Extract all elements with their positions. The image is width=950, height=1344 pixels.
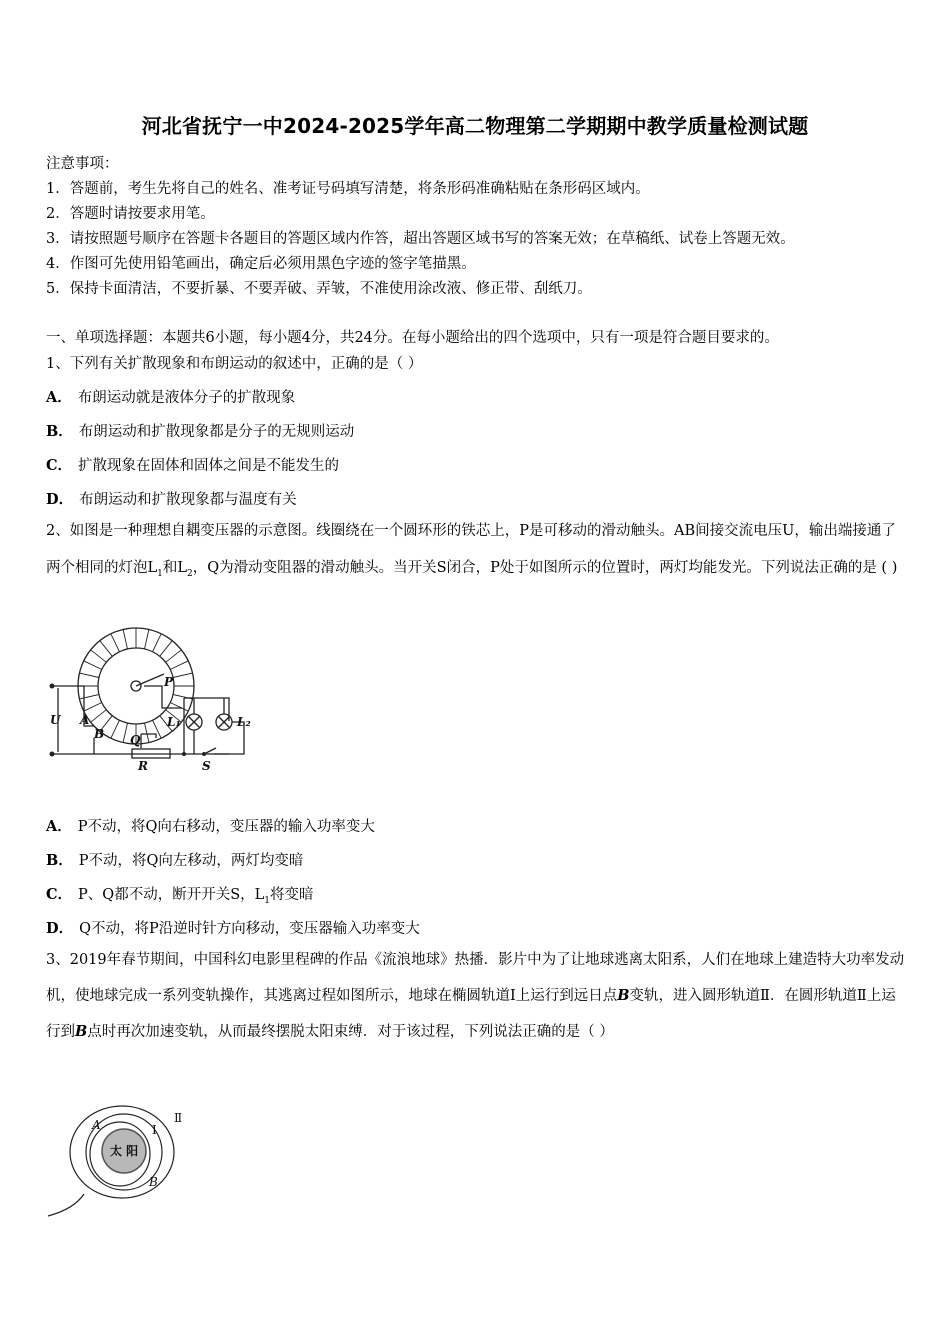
label-a: A	[92, 1118, 101, 1132]
option-text: 将变暗	[270, 887, 314, 903]
subscript: 1	[157, 568, 163, 579]
wire-right-top	[184, 698, 229, 721]
winding-segment	[170, 661, 188, 670]
winding-segment	[100, 641, 113, 657]
winding-segment	[166, 650, 182, 663]
label-u: U	[50, 713, 61, 727]
winding-segment	[145, 630, 149, 650]
switch-s	[204, 748, 216, 754]
option-text: P、Q都不动，断开开关S，L	[78, 887, 265, 903]
label-a: A	[80, 713, 90, 727]
q2-stem	[46, 513, 906, 593]
label-l1: L₁	[167, 715, 181, 729]
slider-p-arm	[136, 674, 164, 686]
q2-stem-part: ，Q为滑动变阻器的滑动触头。当开关S闭合，P处于如图所示的位置时，两灯均能发光。下列说法正确的是 ( )	[192, 560, 898, 576]
winding-segment	[80, 673, 100, 677]
q1-option-d	[46, 488, 297, 509]
winding-segment	[123, 723, 127, 743]
winding-segment	[80, 695, 100, 699]
option-label: D．	[46, 491, 74, 508]
subscript: 2	[187, 568, 193, 579]
winding-segment	[170, 703, 188, 712]
page-title: 河北省抚宁一中2024-2025学年高二物理第二学期期中教学质量检测试题	[141, 114, 809, 138]
winding-segment	[111, 634, 120, 652]
q1-option-a	[46, 386, 295, 407]
winding-segment	[123, 630, 127, 650]
q1-stem: 1、下列有关扩散现象和布朗运动的叙述中，正确的是（ ）	[46, 356, 423, 372]
q2-option-a	[46, 815, 375, 836]
q2-option-d	[46, 917, 420, 938]
winding-segment	[111, 720, 120, 738]
q3-stem-part: 点时再次加速变轨，从而最终摆脱太阳束缚．对于该过程，下列说法正确的是（ ）	[87, 1024, 614, 1040]
italic-point: B	[75, 1023, 88, 1040]
winding-segment	[84, 703, 102, 712]
q3-stem-part: 变轨，进入圆形轨道Ⅱ．在圆形轨道Ⅱ上运行到	[46, 988, 896, 1040]
winding-segment	[160, 641, 173, 657]
option-label: A．	[46, 389, 72, 406]
winding-segment	[173, 673, 193, 677]
notice-item: 5．保持卡面清洁，不要折暴、不要弄破、弄皱，不准使用涂改液、修正带、刮纸刀。	[46, 281, 592, 297]
subscript: 1	[264, 895, 270, 906]
option-text: P不动，将Q向右移动，变压器的输入功率变大	[77, 819, 375, 835]
option-text: P不动，将Q向左移动，两灯均变暗	[78, 853, 304, 869]
notice-item: 3．请按照题号顺序在答题卡各题目的答题区域内作答，超出答题区域书写的答案无效；在草稿纸、试卷上答题无效。	[46, 231, 795, 247]
q2-stem-part: 2、如图是一种理想自耦变压器的示意图。线圈绕在一个圆环形的铁芯上，P是可移动的滑动触头。AB间接交流电压U，输出端接通了两个相同的灯泡L	[46, 523, 896, 576]
orbit-figure	[44, 1104, 204, 1222]
label-b: B	[149, 1175, 158, 1189]
label-orbit-i: Ⅰ	[152, 1123, 157, 1137]
option-text: Q不动，将P沿逆时针方向移动，变压器输入功率变大	[79, 921, 420, 937]
label-q: Q	[130, 733, 141, 747]
q1-option-b	[46, 420, 354, 441]
winding-segment	[145, 723, 149, 743]
winding-segment	[84, 661, 102, 670]
italic-point: B	[617, 987, 630, 1004]
q2-stem-part: 和L	[162, 560, 188, 576]
escape-path	[48, 1194, 84, 1216]
slider-lead	[144, 686, 182, 708]
option-label: D．	[46, 920, 74, 937]
option-text: 布朗运动和扩散现象都与温度有关	[79, 492, 297, 508]
notice-item: 2．答题时请按要求用笔。	[46, 206, 215, 222]
option-text: 扩散现象在固体和固体之间是不能发生的	[78, 458, 340, 474]
label-l2: L₂	[237, 715, 251, 729]
label-b: B	[94, 727, 105, 741]
transformer-circuit-figure	[44, 626, 254, 774]
q3-stem	[46, 942, 908, 1050]
option-label: C．	[46, 457, 73, 474]
notice-item: 1．答题前，考生先将自己的姓名、准考证号码填写清楚，将条形码准确粘贴在条形码区域内。	[46, 181, 650, 197]
label-p: P	[164, 675, 174, 689]
option-label: A．	[46, 818, 72, 835]
option-label: C．	[46, 886, 73, 903]
option-label: B．	[46, 852, 73, 869]
q1-option-c	[46, 454, 339, 475]
option-label: B．	[46, 423, 73, 440]
q2-option-c	[46, 883, 314, 906]
winding-segment	[91, 710, 107, 723]
notice-item: 4．作图可先使用铅笔画出，确定后必须用黑色字迹的签字笔描黑。	[46, 256, 476, 272]
option-text: 布朗运动就是液体分子的扩散现象	[77, 390, 296, 406]
label-s: S	[202, 759, 211, 773]
label-r: R	[138, 759, 148, 773]
q3-stem-part: 3、2019年春节期间，中国科幻电影里程碑的作品《流浪地球》热播．影片中为了让地球逃离太阳系，人们在地球上建造特大功率发动机，使地球完成一系列变轨操作，其逃离过程如图所示，地球在椭圆轨道Ⅰ上运行到远日点	[46, 952, 905, 1004]
label-sun: 太 阳	[110, 1144, 139, 1158]
winding-segment	[153, 720, 162, 738]
option-text: 布朗运动和扩散现象都是分子的无规则运动	[78, 424, 355, 440]
winding-segment	[91, 650, 107, 663]
q2-option-b	[46, 849, 303, 870]
notice-heading: 注意事项：	[46, 156, 119, 172]
section-heading: 一、单项选择题：本题共6小题，每小题4分，共24分。在每小题给出的四个选项中，只有一项是符合题目要求的。	[46, 330, 779, 346]
winding-segment	[153, 634, 162, 652]
label-orbit-ii: Ⅱ	[174, 1111, 183, 1125]
